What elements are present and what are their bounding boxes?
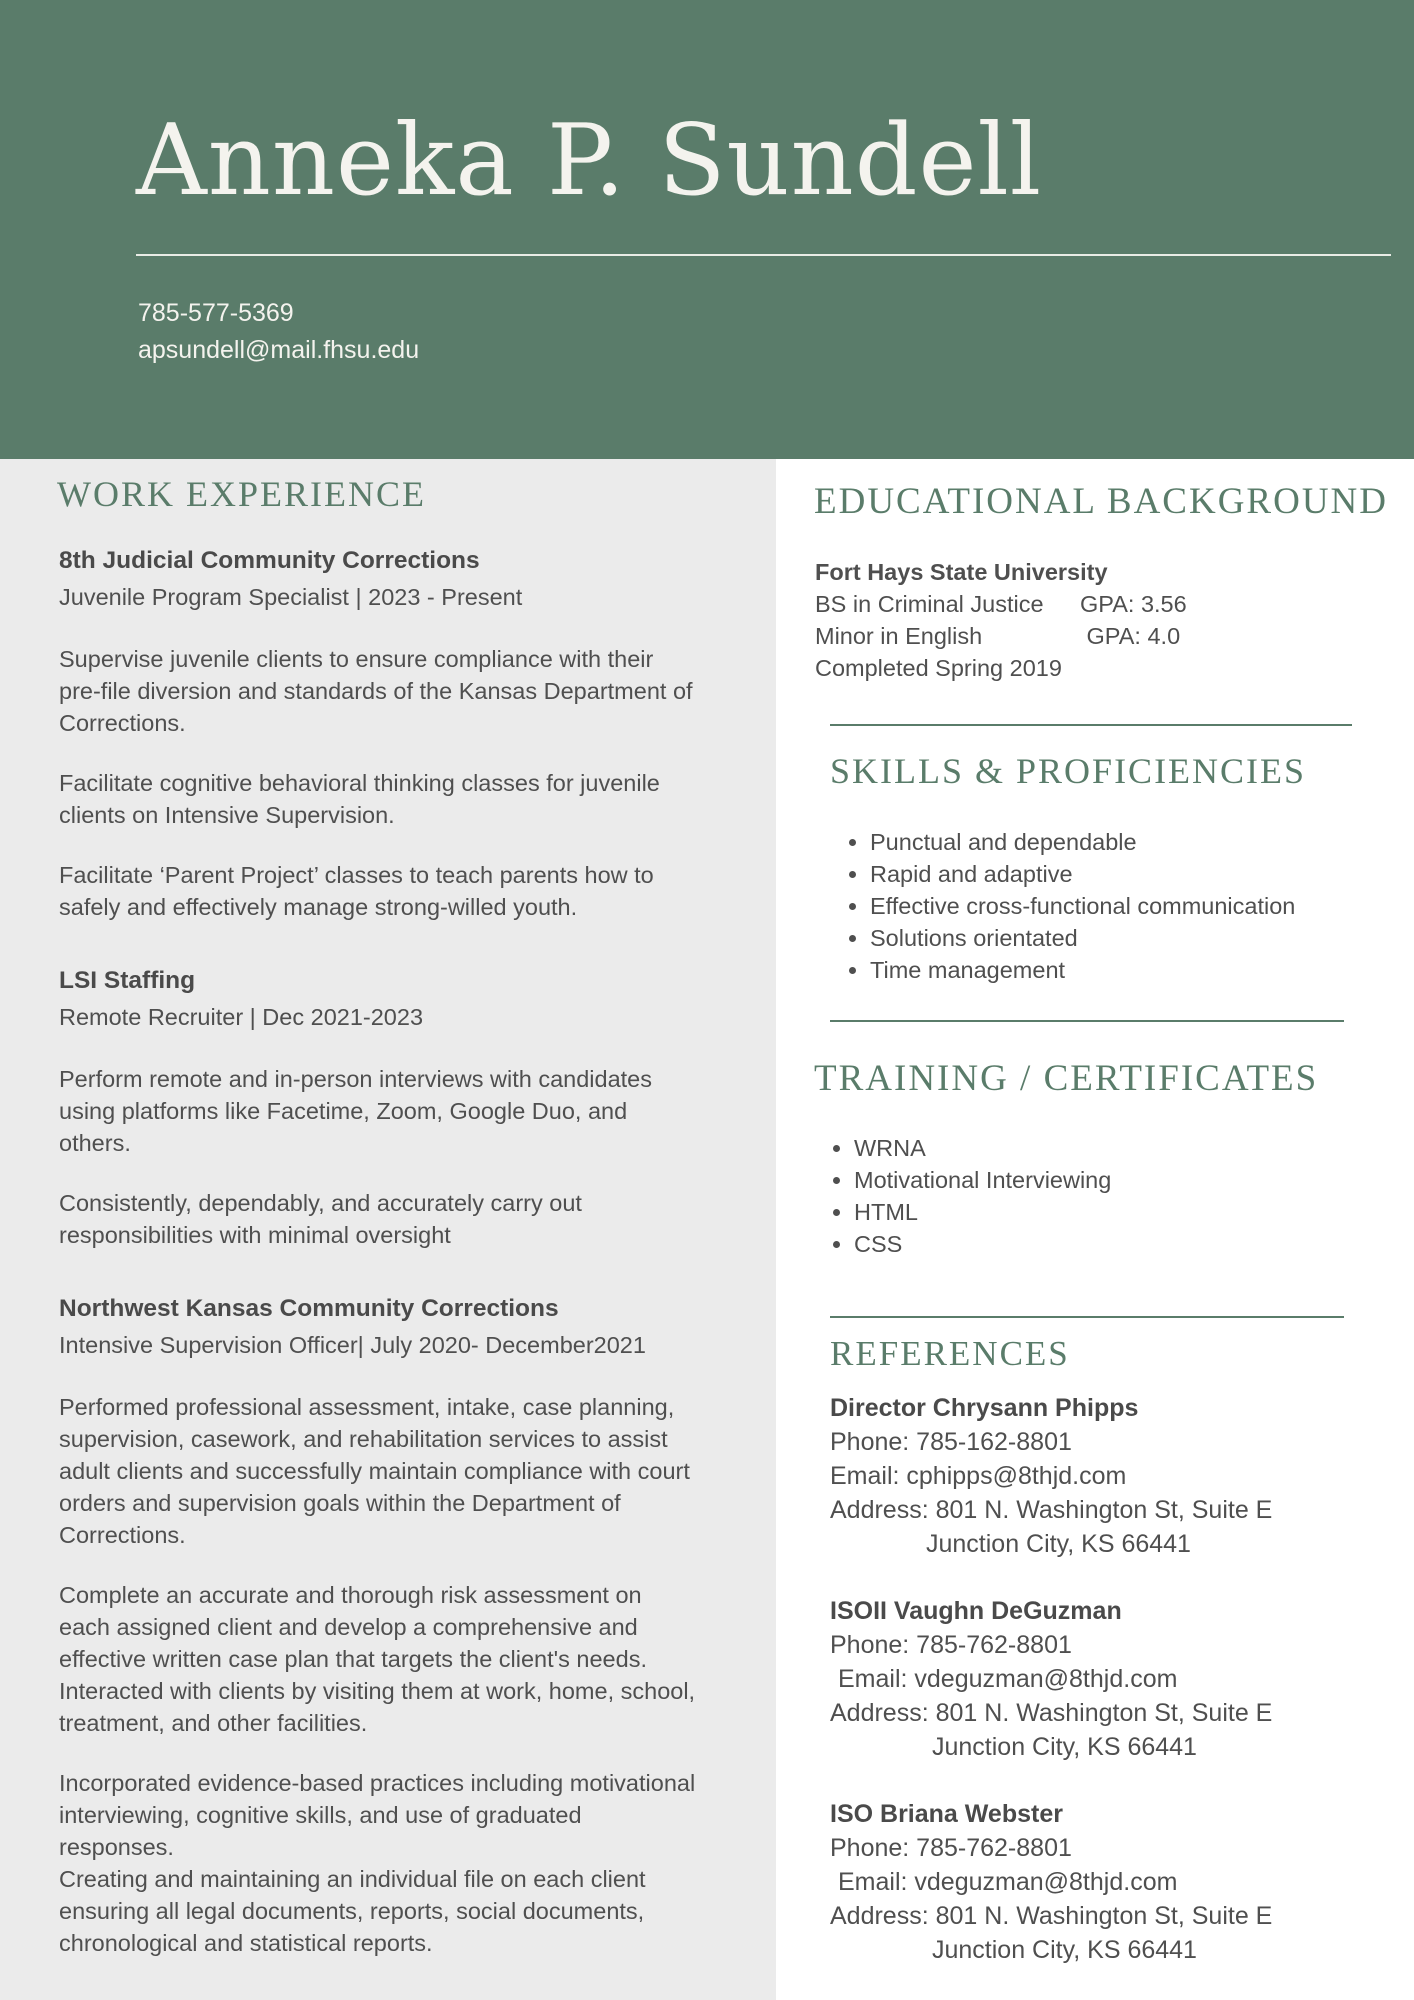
list-item: • Punctual and dependable bbox=[870, 826, 1295, 858]
skills-list bbox=[830, 826, 1295, 986]
work-experience-title: WORK EXPERIENCE bbox=[57, 474, 426, 514]
reference-entry bbox=[830, 1594, 1272, 1764]
section-divider bbox=[830, 1020, 1344, 1022]
school-name: Fort Hays State University bbox=[815, 559, 1108, 585]
reference-name: ISOII Vaughn DeGuzman bbox=[830, 1597, 1122, 1625]
list-item: • Effective cross-functional communication bbox=[870, 890, 1295, 922]
degree-row bbox=[815, 588, 1187, 620]
reference-address: Address: 801 N. Washington St, Suite E bbox=[830, 1902, 1273, 1930]
job-paragraph: Performed professional assessment, intake, case planning, supervision, casework, and rehabilitation services to assist adult clients and successfully maintain compliance with court orders and supervision goals within the Department of Corrections. bbox=[59, 1394, 690, 1548]
references-list bbox=[830, 1391, 1272, 2000]
reference-address: Address: 801 N. Washington St, Suite E bbox=[830, 1699, 1273, 1727]
job-paragraph: Perform remote and in-person interviews with candidates using platforms like Facetime, Zoom, Google Duo, and others. bbox=[59, 1066, 652, 1156]
job-org: 8th Judicial Community Corrections bbox=[59, 547, 480, 574]
job-org: LSI Staffing bbox=[59, 967, 196, 994]
phone-number: 785-577-5369 bbox=[138, 299, 294, 327]
reference-city: Junction City, KS 66441 bbox=[932, 1733, 1197, 1761]
degree-gpa: GPA: 4.0 bbox=[1080, 623, 1181, 649]
reference-name: ISO Briana Webster bbox=[830, 1800, 1063, 1828]
job-entry bbox=[59, 963, 699, 1251]
degree-gpa: GPA: 3.56 bbox=[1080, 591, 1187, 617]
list-item: • Rapid and adaptive bbox=[870, 858, 1295, 890]
degree-label: Minor in English bbox=[815, 623, 983, 649]
job-paragraph: Incorporated evidence-based practices including motivational interviewing, cognitive skills, and use of graduated responses. bbox=[59, 1770, 696, 1860]
reference-city: Junction City, KS 66441 bbox=[926, 1530, 1191, 1558]
degree-label: BS in Criminal Justice bbox=[815, 591, 1044, 617]
job-paragraph: Complete an accurate and thorough risk assessment on each assigned client and develop a comprehensive and effective written case plan that targets the client's needs. Interacted with clients by visiting them at work, home, school, treatment, and other facilities. bbox=[59, 1582, 696, 1736]
degree-row bbox=[815, 620, 1187, 652]
reference-city: Junction City, KS 66441 bbox=[932, 1936, 1197, 1964]
job-role: Intensive Supervision Officer| July 2020- December2021 bbox=[59, 1332, 646, 1358]
references-title: REFERENCES bbox=[830, 1334, 1070, 1373]
list-item: • Time management bbox=[870, 954, 1295, 986]
section-divider bbox=[830, 724, 1352, 726]
reference-email: Email: vdeguzman@8thjd.com bbox=[838, 1665, 1178, 1693]
reference-entry bbox=[830, 1797, 1272, 1967]
header-divider bbox=[136, 254, 1391, 256]
reference-name: Director Chrysann Phipps bbox=[830, 1394, 1139, 1422]
reference-entry bbox=[830, 1391, 1272, 1561]
reference-address: Address: 801 N. Washington St, Suite E bbox=[830, 1496, 1273, 1524]
education-title: EDUCATIONAL BACKGROUND bbox=[814, 481, 1388, 522]
list-item: • HTML bbox=[854, 1196, 1111, 1228]
job-paragraph: Consistently, dependably, and accurately carry out responsibilities with minimal oversight bbox=[59, 1190, 582, 1248]
training-list bbox=[814, 1132, 1111, 1260]
skills-title: SKILLS & PROFICIENCIES bbox=[830, 751, 1307, 791]
section-divider bbox=[830, 1316, 1344, 1318]
list-item: • Motivational Interviewing bbox=[854, 1164, 1111, 1196]
job-paragraph: Creating and maintaining an individual file on each client ensuring all legal documents, reports, social documents, chronological and statistical reports. bbox=[59, 1866, 646, 1956]
job-org: Northwest Kansas Community Corrections bbox=[59, 1295, 559, 1322]
reference-phone: Phone: 785-762-8801 bbox=[830, 1834, 1072, 1862]
job-entry bbox=[59, 1291, 699, 1959]
job-role: Juvenile Program Specialist | 2023 - Present bbox=[59, 584, 523, 610]
job-paragraph: Facilitate ‘Parent Project’ classes to teach parents how to safely and effectively manage strong-willed youth. bbox=[59, 862, 654, 920]
education-details bbox=[815, 556, 1187, 684]
list-item: • WRNA bbox=[854, 1132, 1111, 1164]
job-paragraph: Supervise juvenile clients to ensure compliance with their pre-file diversion and standards of the Kansas Department of Corrections. bbox=[59, 646, 693, 736]
header-banner bbox=[0, 0, 1414, 459]
list-item: • CSS bbox=[854, 1228, 1111, 1260]
job-entry bbox=[59, 543, 699, 923]
training-title: TRAINING / CERTIFICATES bbox=[814, 1058, 1319, 1099]
reference-phone: Phone: 785-762-8801 bbox=[830, 1631, 1072, 1659]
job-role: Remote Recruiter | Dec 2021-2023 bbox=[59, 1004, 424, 1030]
reference-phone: Phone: 785-162-8801 bbox=[830, 1428, 1072, 1456]
contact-info bbox=[138, 295, 419, 369]
reference-email: Email: vdeguzman@8thjd.com bbox=[838, 1868, 1178, 1896]
candidate-name: Anneka P. Sundell bbox=[136, 104, 1043, 218]
email-address: apsundell@mail.fhsu.edu bbox=[138, 336, 420, 364]
reference-email: Email: cphipps@8thjd.com bbox=[830, 1462, 1127, 1490]
completion-date: Completed Spring 2019 bbox=[815, 655, 1062, 681]
list-item: • Solutions orientated bbox=[870, 922, 1295, 954]
job-paragraph: Facilitate cognitive behavioral thinking classes for juvenile clients on Intensive Supervision. bbox=[59, 770, 660, 828]
